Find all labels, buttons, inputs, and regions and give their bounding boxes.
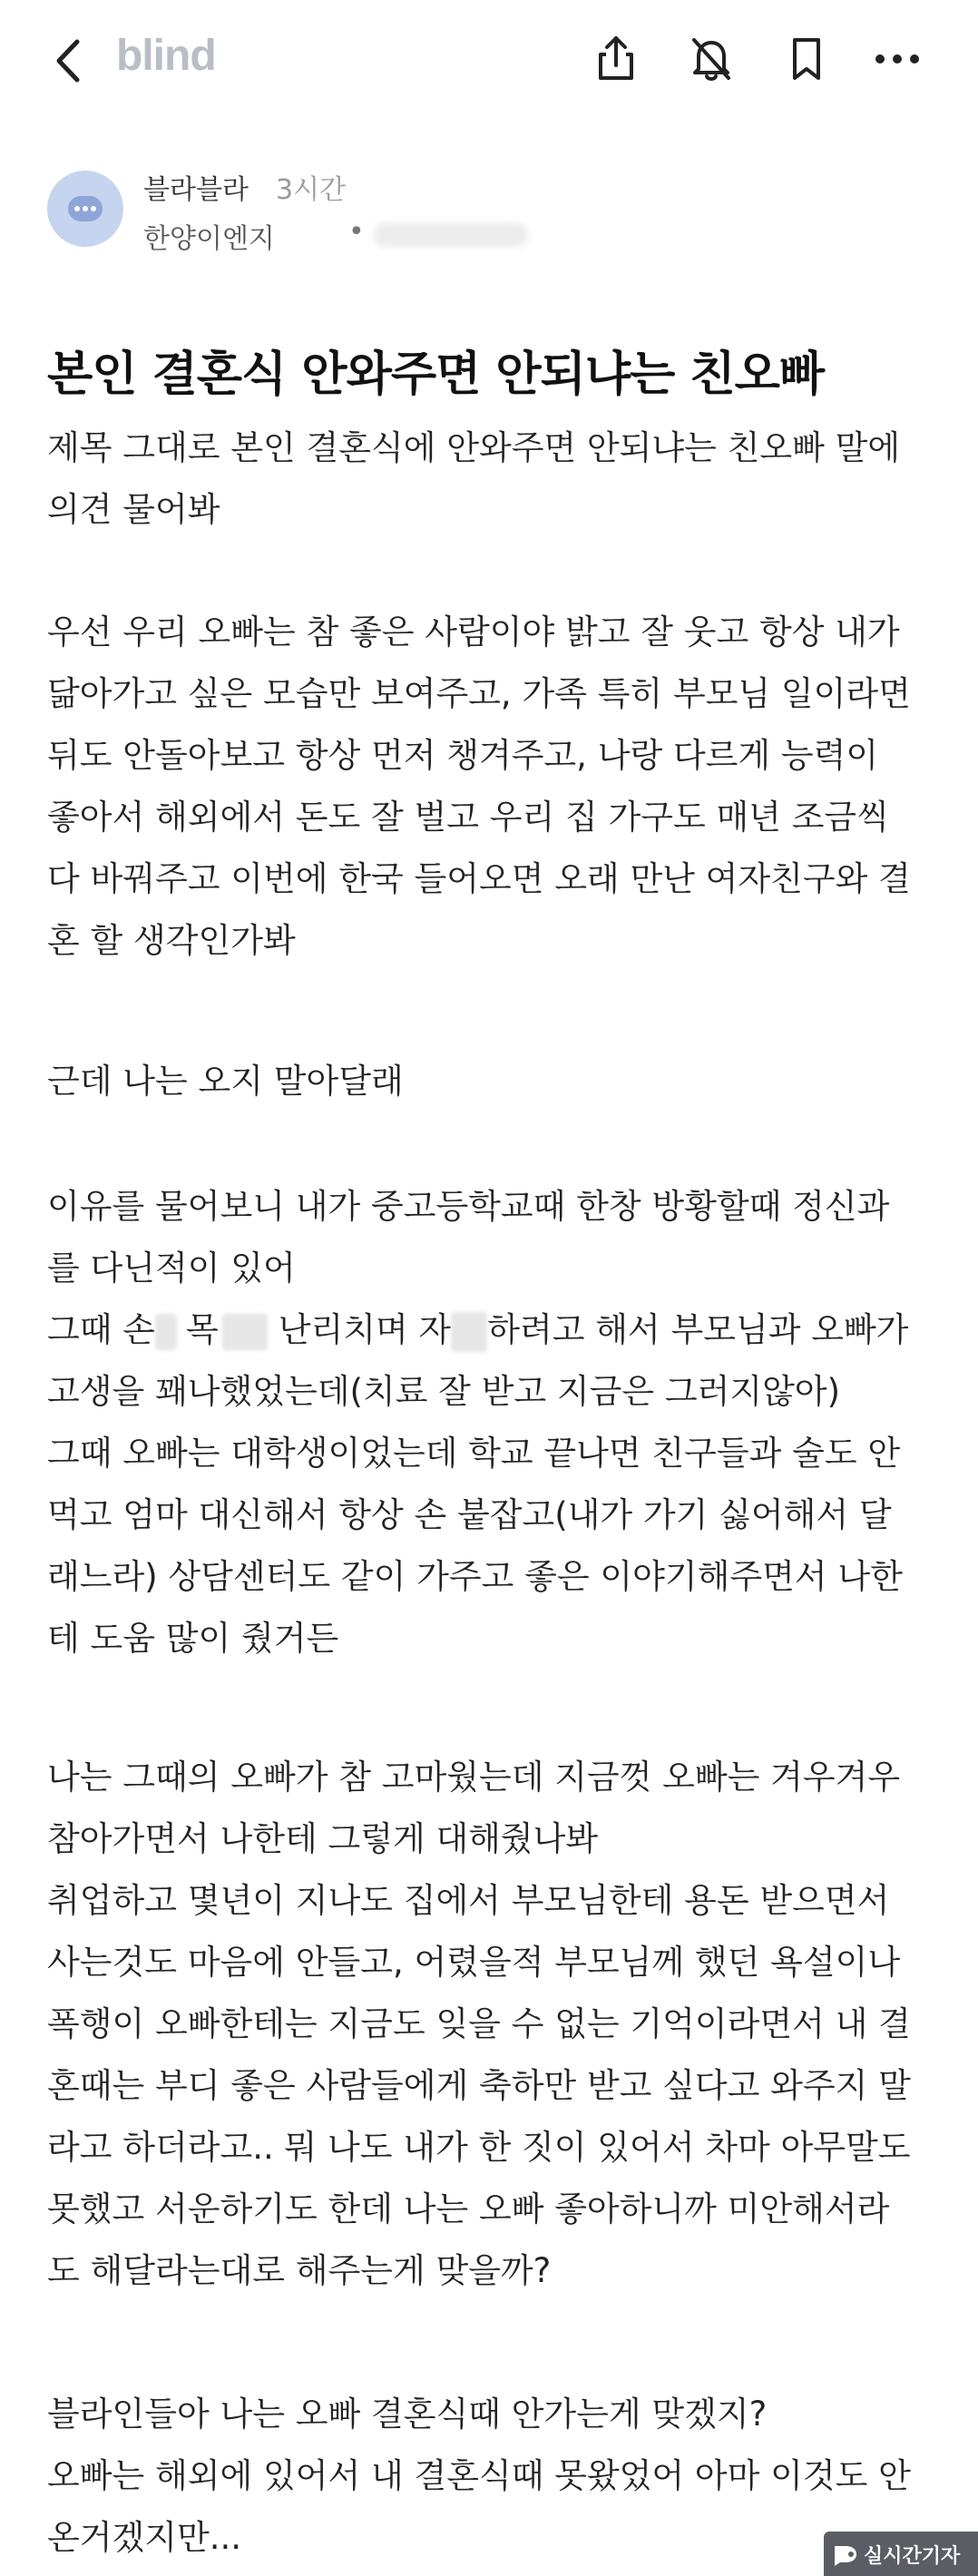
body-text: 목: [186, 1310, 219, 1349]
body-line: 닮아가고 싶은 모습만 보여주고, 가족 특히 부모님 일이라면: [47, 674, 911, 713]
body-text: 난리치며 자: [278, 1310, 452, 1349]
body-line: 근데 나는 오지 말아달래: [47, 1062, 404, 1101]
watermark-logo-icon: [831, 2541, 862, 2568]
body-line: 좋아서 해외에서 돈도 잘 벌고 우리 집 가구도 매년 조금씩: [47, 798, 889, 837]
author-name[interactable]: 블라블라: [143, 174, 249, 206]
body-line: 다 바꿔주고 이번에 한국 들어오면 오래 만난 여자친구와 결: [47, 859, 911, 898]
body-line: 도 해달라는대로 해주는게 맞을까?: [47, 2251, 552, 2290]
body-line: 사는것도 마음에 안들고, 어렸을적 부모님께 했던 욕설이나: [47, 1943, 901, 1982]
censored-line: [47, 1299, 908, 1361]
body-line: 혼 할 생각인가봐: [47, 921, 296, 960]
watermark-text: 실시간기자: [864, 2545, 961, 2568]
top-bar: [0, 0, 978, 127]
body-line: 그때 오빠는 대학생이었는데 학교 끝나면 친구들과 술도 안: [47, 1434, 901, 1473]
body-line: 블라인들아 나는 오빠 결혼식때 안가는게 맞겠지?: [47, 2395, 768, 2434]
censored-text: [222, 1314, 268, 1350]
body-line: 혼때는 부디 좋은 사람들에게 축하만 받고 싶다고 와주지 말: [47, 2066, 911, 2105]
body-line: 이유를 물어보니 내가 중고등학교때 한창 방황할때 정신과: [47, 1187, 890, 1226]
post-paragraph: [47, 417, 900, 541]
body-line: 참아가면서 나한테 그렇게 대해줬나봐: [47, 1819, 599, 1858]
body-text: 하려고 해서 부모님과 오빠가: [487, 1310, 909, 1349]
post-paragraph: [47, 1176, 908, 1670]
body-line: 온거겠지만...: [47, 2518, 241, 2557]
post-title: 본인 결혼식 안와주면 안되냐는 친오빠: [47, 348, 825, 402]
body-line: 폭행이 오빠한테는 지금도 잊을 수 없는 기억이라면서 내 결: [47, 2004, 911, 2043]
body-text: 손: [122, 1310, 155, 1349]
bell-off-icon[interactable]: [685, 33, 738, 85]
body-line: 오빠는 해외에 있어서 내 결혼식때 못왔었어 아마 이것도 안: [47, 2456, 911, 2495]
body-line: 의견 물어봐: [47, 490, 220, 529]
post-paragraph: [47, 2384, 911, 2569]
body-line: 제목 그대로 본인 결혼식에 안와주면 안되냐는 친오빠 말에: [47, 428, 901, 467]
body-line: 못했고 서운하기도 한데 나는 오빠 좋아하니까 미안해서라: [47, 2189, 890, 2228]
app-logo[interactable]: blind: [116, 32, 216, 80]
avatar[interactable]: [47, 171, 123, 247]
watermark: [824, 2532, 978, 2576]
bookmark-icon[interactable]: [780, 33, 833, 85]
more-icon[interactable]: [871, 33, 924, 85]
body-line: 우선 우리 오빠는 참 좋은 사람이야 밝고 잘 웃고 항상 내가: [47, 612, 900, 651]
body-line: 테 도움 많이 줬거든: [47, 1619, 339, 1658]
separator: •: [348, 216, 365, 248]
post-paragraph: [47, 1051, 404, 1112]
company-name[interactable]: 한양이엔지: [143, 223, 275, 255]
back-icon[interactable]: [50, 36, 86, 85]
body-text: 그때: [47, 1310, 123, 1349]
body-line: 라고 하더라고.. 뭐 나도 내가 한 짓이 있어서 차마 아무말도: [47, 2128, 911, 2167]
body-line: 나는 그때의 오빠가 참 고마웠는데 지금껏 오빠는 겨우겨우: [47, 1758, 901, 1797]
body-line: 먹고 엄마 대신해서 항상 손 붙잡고(내가 가기 싫어해서 달: [47, 1495, 892, 1534]
chat-bubble-icon: [68, 196, 103, 221]
body-line: 뒤도 안돌아보고 항상 먼저 챙겨주고, 나랑 다르게 능력이: [47, 736, 879, 775]
post-paragraph: [47, 602, 911, 972]
share-icon[interactable]: [590, 33, 642, 85]
body-line: 고생을 꽤나했었는데(치료 잘 받고 지금은 그러지않아): [47, 1372, 840, 1411]
blurred-info: [374, 223, 528, 247]
post-time: 3시간: [276, 174, 347, 206]
post-paragraph: [47, 1747, 911, 2302]
censored-text: [155, 1314, 177, 1350]
author-info: [47, 167, 864, 258]
body-line: 를 다닌적이 있어: [47, 1249, 296, 1288]
censored-text: [451, 1312, 487, 1352]
body-line: 취업하고 몇년이 지나도 집에서 부모님한테 용돈 받으면서: [47, 1881, 890, 1920]
body-line: 래느라) 상담센터도 같이 가주고 좋은 이야기해주면서 나한: [47, 1557, 903, 1596]
